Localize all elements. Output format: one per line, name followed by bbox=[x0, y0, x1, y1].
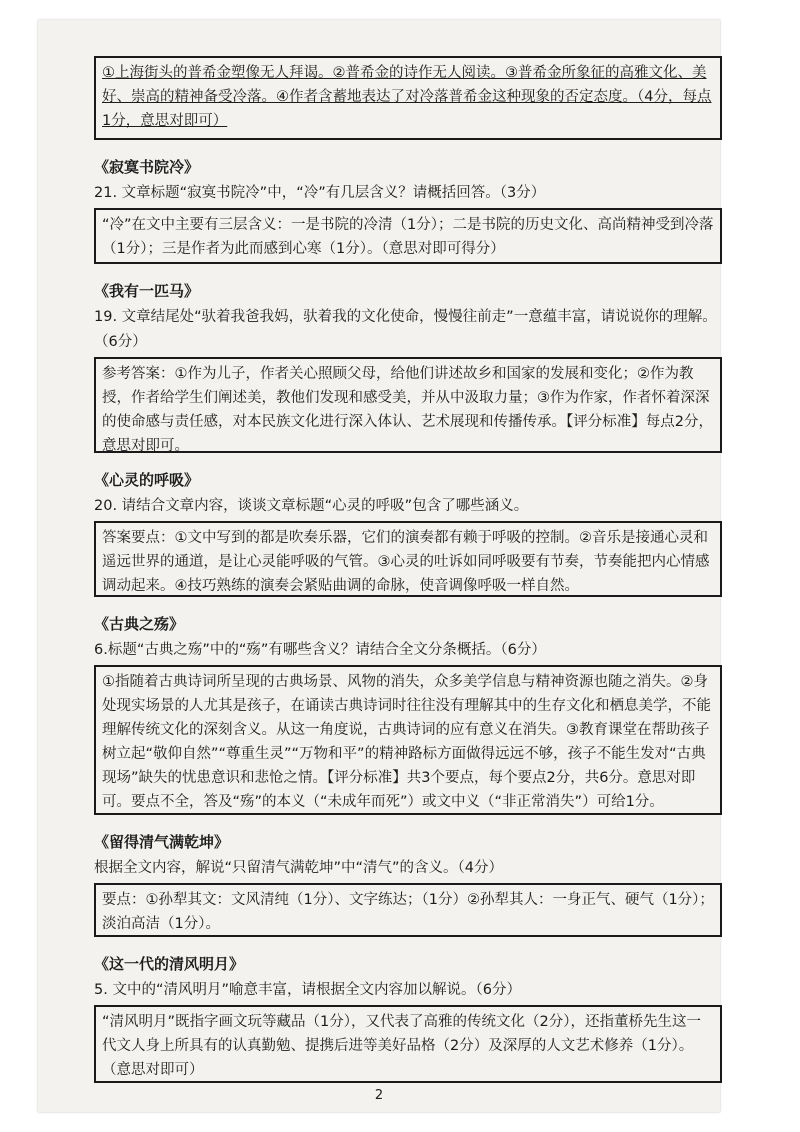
section-title-3: 《我有一匹马》 bbox=[94, 282, 200, 300]
answer-text-2: “冷”在文中主要有三层含义：一是书院的冷清（1分）；二是书院的历史文化、高尚精神受到冷落（1分）；三是作者为此而感到心寒（1分）。（意思对即可得分） bbox=[102, 217, 714, 257]
section-title-7: 《这一代的清风明月》 bbox=[94, 955, 245, 973]
section-title-5: 《古典之殇》 bbox=[94, 615, 185, 633]
page-number: 2 bbox=[374, 1088, 384, 1103]
question-7: 5. 文中的“清风明月”喻意丰富，请根据全文内容加以解说。（6分） bbox=[94, 982, 521, 998]
answer-box-4 bbox=[94, 521, 722, 597]
answer-text-4: 答案要点：①文中写到的都是吹奏乐器，它们的演奏都有赖于呼吸的控制。②音乐是接通心灵和遥远世界的通道，是让心灵能呼吸的气管。③心灵的吐诉如同呼吸要有节奏，节奏能把内心情感调动起来。④技巧熟练的演奏会紧贴曲调的命脉，使音调像呼吸一样自然。 bbox=[102, 530, 710, 594]
answer-box-6 bbox=[94, 883, 722, 937]
section-title-4: 《心灵的呼吸》 bbox=[94, 471, 200, 489]
answer-box-2 bbox=[94, 208, 722, 264]
answer-box-1 bbox=[94, 56, 722, 140]
answer-text-1: ①上海街头的普希金塑像无人拜谒。②普希金的诗作无人阅读。③普希金所象征的高雅文化、美好、崇高的精神备受冷落。④作者含蓄地表达了对冷落普希金这种现象的否定态度。（4分，每点1分，意思对即可） bbox=[102, 65, 712, 129]
question-5: 6.标题“古典之殇”中的“殇”有哪些含义？请结合全文分条概括。（6分） bbox=[94, 642, 546, 658]
paper-sheet bbox=[38, 20, 720, 1112]
answer-text-7: “清风明月”既指字画文玩等藏品（1分），又代表了高雅的传统文化（2分），还指董桥先生这一代文人身上所具有的认真勤勉、提携后进等美好品格（2分）及深厚的人文艺术修养（1分）。（意思对即可） bbox=[102, 1014, 701, 1078]
question-2: 21. 文章标题“寂寞书院冷”中，“冷”有几层含义？请概括回答。（3分） bbox=[94, 185, 546, 201]
answer-box-3 bbox=[94, 357, 722, 453]
answer-text-5: ①指随着古典诗词所呈现的古典场景、风物的消失，众多美学信息与精神资源也随之消失。②身处现实场景的人尤其是孩子，在诵读古典诗词时往往没有理解其中的生存文化和栖息美学，不能理解传统文化的深刻含义。从这一角度说，古典诗词的应有意义在消失。③教育课堂在帮助孩子树立起“敬仰自然”“尊重生灵”“万物和平”的精神路标方面做得远远不够，孩子不能生发对“古典现场”缺失的忧患意识和悲怆之情。【评分标准】共3个要点，每个要点2分，共6分。意思对即可。要点不全，答及“殇”的本义（“未成年而死”）或文中义（“非正常消失”）可给1分。 bbox=[102, 674, 711, 810]
section-title-2: 《寂寞书院冷》 bbox=[94, 158, 200, 176]
page-content bbox=[94, 56, 722, 1083]
section-title-6: 《留得清气满乾坤》 bbox=[94, 833, 230, 851]
answer-box-7 bbox=[94, 1005, 722, 1083]
question-3: 19. 文章结尾处“驮着我爸我妈，驮着我的文化使命，慢慢往前走”一意蕴丰富，请说说你的理解。（6分） bbox=[94, 309, 717, 350]
answer-text-6: 要点：①孙犁其文：文风清纯（1分）、文字练达；（1分）②孙犁其人：一身正气、硬气（1分）；淡泊高洁（1分）。 bbox=[102, 892, 714, 932]
question-6: 根据全文内容，解说“只留清气满乾坤”中“清气”的含义。（4分） bbox=[94, 860, 504, 876]
answer-text-3: 参考答案：①作为儿子，作者关心照顾父母，给他们讲述故乡和国家的发展和变化；②作为教授，作者给学生们阐述美，教他们发现和感受美，并从中汲取力量；③作为作家，作者怀着深深的使命感与责任感，对本民族文化进行深入体认、艺术展现和传播传承。【评分标准】每点2分，意思对即可。 bbox=[102, 366, 713, 454]
answer-box-5 bbox=[94, 665, 722, 815]
question-4: 20. 请结合文章内容，谈谈文章标题“心灵的呼吸”包含了哪些涵义。 bbox=[94, 498, 529, 514]
